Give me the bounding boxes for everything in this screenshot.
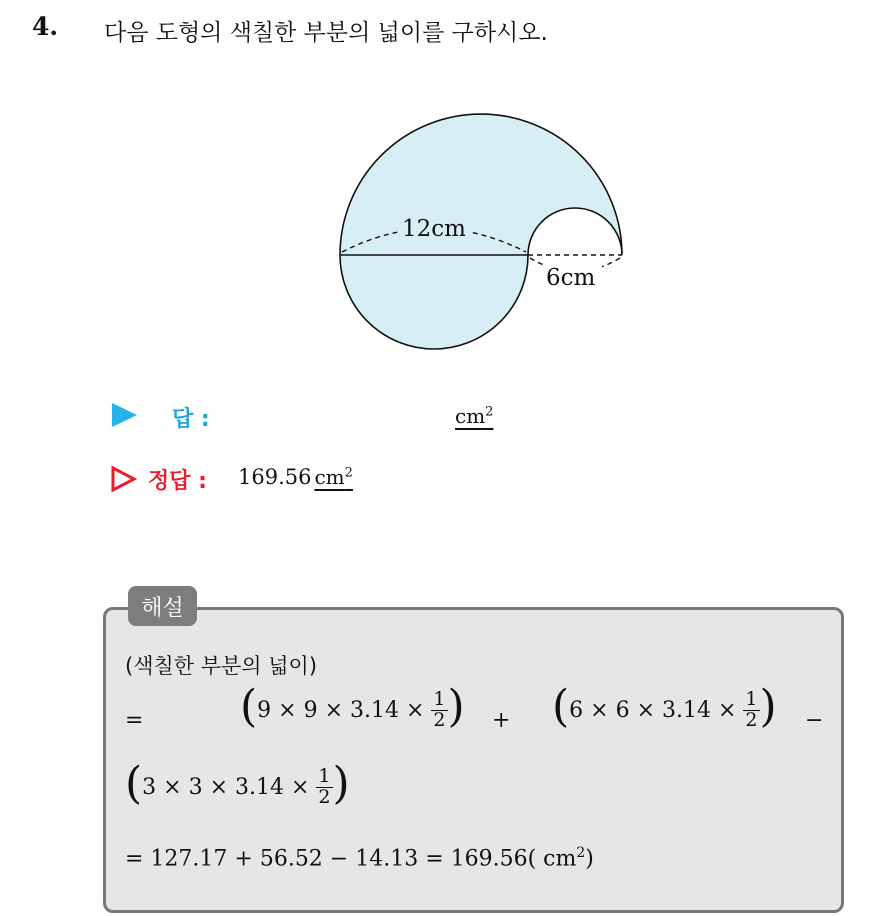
solution-term-2: ( 6 × 6 × 3.14 × $\frac{1}{2}$ ) [552,681,777,732]
question-number: 4. [32,12,59,41]
solution-term-1: ( 9 × 9 × 3.14 × $\frac{1}{2}$ ) [240,681,465,732]
solution-tag: 해설 [128,586,197,626]
solution-final-line: = 127.17 + 56.52 − 14.13 = 169.56( $cm^2$) [125,845,594,872]
play-triangle-icon [112,403,137,427]
solution-plus: + [492,708,511,733]
correct-answer-label: 정답 : [148,469,207,494]
shaded-figure-diagram [320,100,640,360]
correct-answer-value: 169.56 $cm^2$ [238,465,353,489]
shaded-region [340,114,622,349]
label-6cm: 6cm [546,265,596,291]
solution-eq-sign: = [125,708,144,733]
solution-term-3: ( 3 × 3 × 3.14 × $\frac{1}{2}$ ) [125,758,350,809]
answer-unit: $cm^2$ [455,404,494,428]
question-text: 다음 도형의 색칠한 부분의 넓이를 구하시오. [104,20,548,46]
solution-minus: − [805,708,824,733]
solution-line-1: (색칠한 부분의 넓이) [125,654,318,678]
label-12cm: 12cm [402,216,466,242]
outline-triangle-icon [110,465,138,493]
answer-label: 답 : [172,407,210,432]
